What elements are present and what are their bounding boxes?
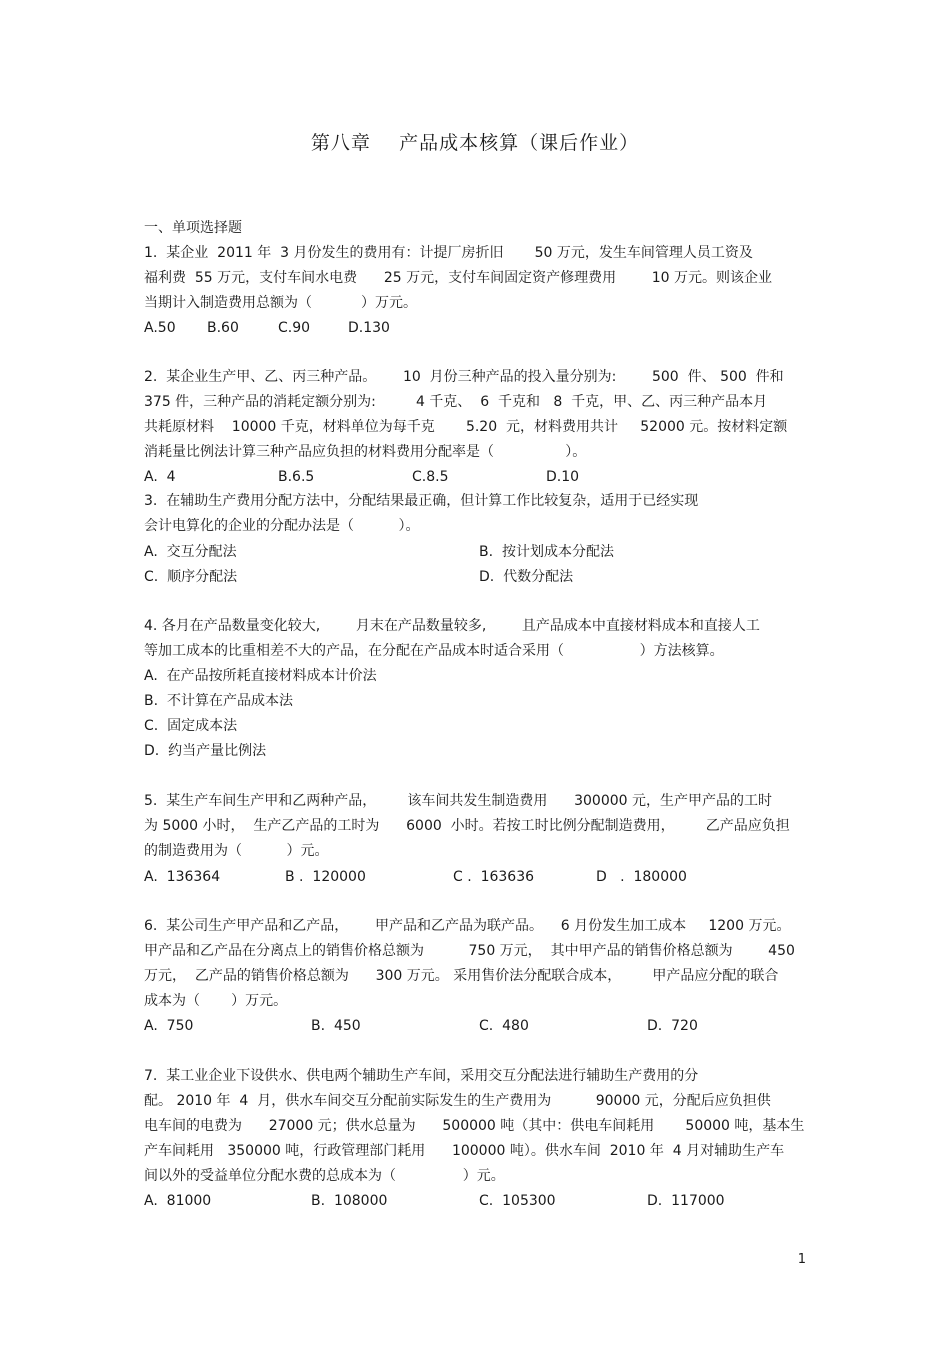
q7-option-a: A. 81000 — [144, 1193, 212, 1209]
q6-line-4: 成本为（ ）万元。 — [144, 993, 288, 1009]
q6-line-1: 6. 某公司生产甲产品和乙产品， 甲产品和乙产品为联产品。 6 月份发生加工成本 1200 万元。 — [144, 918, 791, 934]
q1-line-1: 1. 某企业 2011 年 3 月份发生的费用有：计提厂房折旧 50 万元，发生车间管理人员工资及 — [144, 245, 753, 261]
q2-line-2: 375 件，三种产品的消耗定额分别为: 4 千克、 6 千克和 8 千克，甲、乙、丙三种产品本月 — [144, 394, 768, 410]
q1-line-2: 福利费 55 万元，支付车间水电费 25 万元，支付车间固定资产修理费用 10 万元。则该企业 — [144, 270, 772, 286]
q2-option-c: C.8.5 — [412, 469, 449, 485]
q6-option-b: B. 450 — [311, 1018, 361, 1034]
q1-option-c: C.90 — [278, 320, 311, 336]
q4-option-c: C. 固定成本法 — [144, 718, 238, 734]
q5-line-3: 的制造费用为（ ）元。 — [144, 843, 329, 859]
q3-option-b: B. 按计划成本分配法 — [479, 544, 614, 560]
q1-option-b: B.60 — [207, 320, 239, 336]
q7-line-5: 间以外的受益单位分配水费的总成本为（ ）元。 — [144, 1168, 505, 1184]
q4-option-d: D. 约当产量比例法 — [144, 743, 267, 759]
q6-line-3: 万元， 乙产品的销售价格总额为 300 万元。 采用售价法分配联合成本， 甲产品应分配的联合 — [144, 968, 779, 984]
q1-option-a: A.50 — [144, 320, 176, 336]
q5-option-b: B . 120000 — [285, 869, 366, 885]
q2-line-3: 共耗原材料 10000 千克，材料单位为每千克 5.20 元，材料费用共计 52000 元。按材料定额 — [144, 419, 788, 435]
q6-option-a: A. 750 — [144, 1018, 194, 1034]
q4-option-b: B. 不计算在产品成本法 — [144, 693, 293, 709]
q2-option-d: D.10 — [546, 469, 580, 485]
page-number: 1 — [797, 1252, 806, 1267]
q7-line-1: 7. 某工业企业下设供水、供电两个辅助生产车间，采用交互分配法进行辅助生产费用的分 — [144, 1068, 699, 1084]
q5-option-a: A. 136364 — [144, 869, 221, 885]
q5-option-c: C . 163636 — [453, 869, 535, 885]
q7-line-3: 电车间的电费为 27000 元；供水总量为 500000 吨（其中：供电车间耗用 50000 吨，基本生 — [144, 1118, 805, 1134]
q4-line-1: 4. 各月在产品数量变化较大, 月末在产品数量较多, 且产品成本中直接材料成本和直接人工 — [144, 618, 760, 634]
q2-line-1: 2. 某企业生产甲、乙、丙三种产品。 10 月份三种产品的投入量分别为: 500 件、 500 件和 — [144, 369, 784, 385]
q4-line-2: 等加工成本的比重相差不大的产品，在分配在产品成本时适合采用（ ）方法核算。 — [144, 643, 724, 659]
q1-option-d: D.130 — [348, 320, 390, 336]
section-heading: 一、单项选择题 — [144, 220, 242, 236]
q5-option-d: D . 180000 — [596, 869, 687, 885]
q2-option-b: B.6.5 — [278, 469, 315, 485]
q5-line-2: 为 5000 小时， 生产乙产品的工时为 6000 小时。若按工时比例分配制造费用， 乙产品应负担 — [144, 818, 790, 834]
q7-option-d: D. 117000 — [647, 1193, 725, 1209]
q7-line-4: 产车间耗用 350000 吨，行政管理部门耗用 100000 吨）。供水车间 2010 年 4 月对辅助生产车 — [144, 1143, 785, 1159]
q3-option-c: C. 顺序分配法 — [144, 569, 238, 585]
q3-line-1: 3. 在辅助生产费用分配方法中，分配结果最正确，但计算工作比较复杂，适用于已经实现 — [144, 493, 699, 509]
q2-line-4: 消耗量比例法计算三种产品应负担的材料费用分配率是（ ）。 — [144, 444, 587, 460]
q6-line-2: 甲产品和乙产品在分离点上的销售价格总额为 750 万元， 其中甲产品的销售价格总额为 450 — [144, 943, 795, 959]
q3-option-d: D. 代数分配法 — [479, 569, 574, 585]
q1-line-3: 当期计入制造费用总额为（ ）万元。 — [144, 295, 417, 311]
q2-option-a: A. 4 — [144, 469, 176, 485]
q6-option-c: C. 480 — [479, 1018, 529, 1034]
q6-option-d: D. 720 — [647, 1018, 698, 1034]
q3-option-a: A. 交互分配法 — [144, 544, 237, 560]
q4-option-a: A. 在产品按所耗直接材料成本计价法 — [144, 668, 377, 684]
page-title: 第八章 产品成本核算（课后作业） — [310, 132, 640, 154]
q3-line-2: 会计电算化的企业的分配办法是（ ）。 — [144, 518, 420, 534]
q7-line-2: 配。 2010 年 4 月，供水车间交互分配前实际发生的生产费用为 90000 元，分配后应负担供 — [144, 1093, 771, 1109]
q7-option-b: B. 108000 — [311, 1193, 388, 1209]
q5-line-1: 5. 某生产车间生产甲和乙两种产品， 该车间共发生制造费用 300000 元，生产甲产品的工时 — [144, 793, 773, 809]
q7-option-c: C. 105300 — [479, 1193, 556, 1209]
